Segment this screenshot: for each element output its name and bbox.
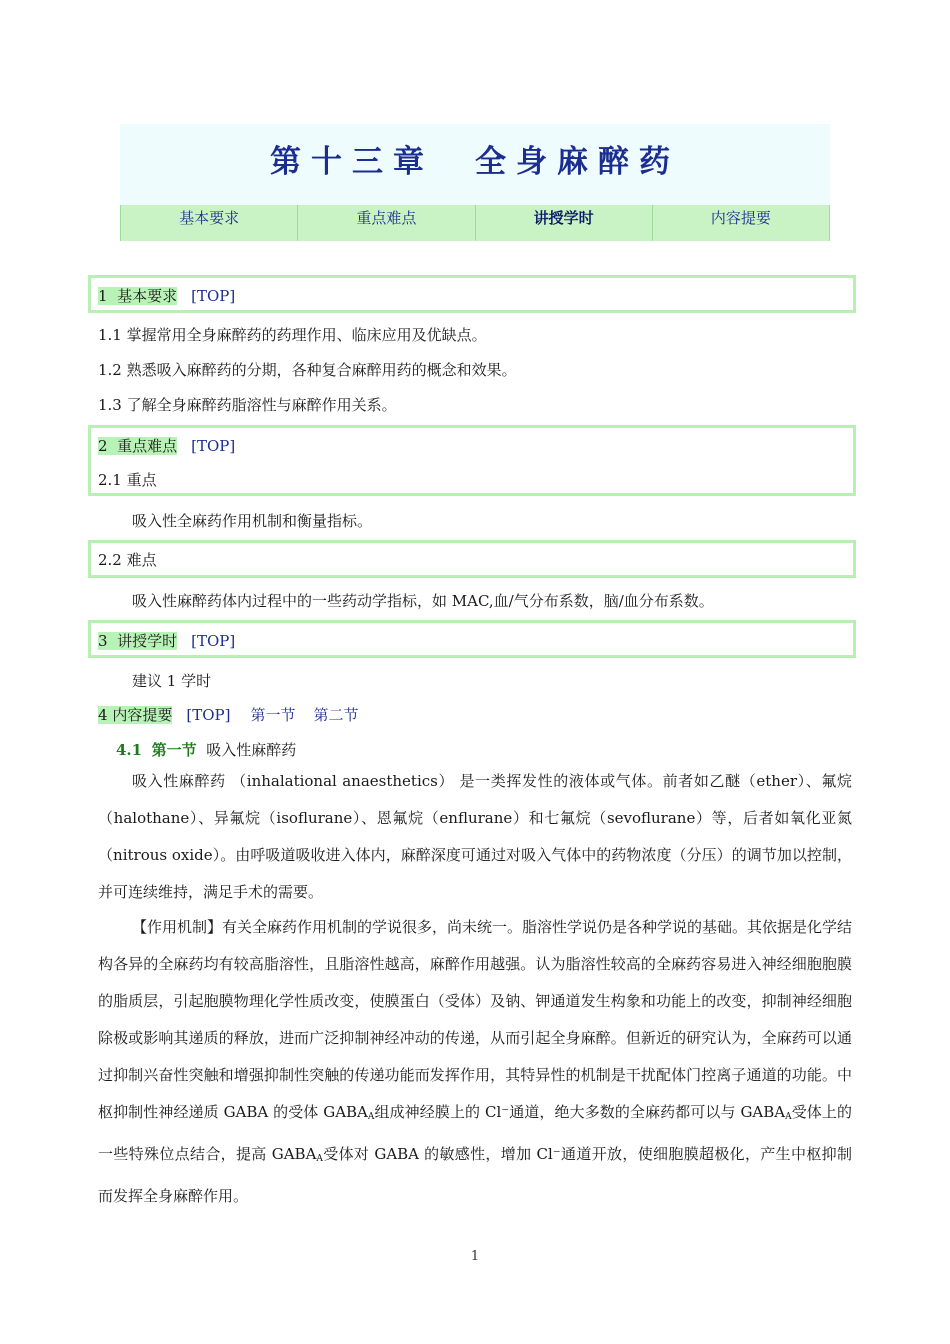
subsection-label: 第一节 bbox=[151, 741, 197, 759]
list-item: 1.1 掌握常用全身麻醉药的药理作用、临床应用及优缺点。 bbox=[98, 326, 487, 344]
paragraph: 建议 1 学时 bbox=[132, 672, 212, 690]
section4-title: 内容提要 bbox=[112, 706, 173, 724]
list-item: 1.3 了解全身麻醉药脂溶性与麻醉作用关系。 bbox=[98, 396, 397, 414]
nav-item-teaching-hours[interactable]: 讲授学时 bbox=[475, 205, 652, 241]
section1-title: 基本要求 bbox=[117, 287, 178, 305]
section3-number: 3 bbox=[98, 632, 108, 650]
title-banner bbox=[120, 124, 830, 241]
nav-item-content-summary[interactable]: 内容提要 bbox=[652, 205, 830, 241]
section4-number: 4 bbox=[98, 706, 108, 724]
subsection-heading bbox=[116, 739, 296, 760]
link-section-2[interactable]: 第二节 bbox=[313, 706, 359, 724]
paragraph-text: 受体上的一些特殊位点结合，提高 GABA bbox=[98, 1103, 852, 1163]
subsection-title: 2.2 难点 bbox=[98, 551, 157, 569]
top-link[interactable]: [TOP] bbox=[191, 287, 236, 305]
paragraph-mechanism bbox=[98, 909, 852, 1215]
paragraph-text: 组成神经膜上的 Cl⁻通道，绝大多数的全麻药都可以与 GABA bbox=[374, 1103, 786, 1121]
section1-number: 1 bbox=[98, 287, 108, 305]
section2-heading bbox=[98, 435, 235, 456]
paragraph-intro: 吸入性麻醉药 （inhalational anaesthetics） 是一类挥发性的液体或气体。前者如乙醚（ether）、氟烷（halothane）、异氟烷（isoflurane）、恩氟烷（enflurane）和七氟烷（sevoflurane）等，后者如氧化亚氮（nitrous oxide）。由呼吸道吸收进入体内，麻醉深度可通过对吸入气体中的药物浓度（分压）的调节加以控制，并可连续维持，满足手术的需要。 bbox=[98, 772, 852, 901]
section2-title: 重点难点 bbox=[117, 437, 178, 455]
top-link[interactable]: [TOP] bbox=[186, 706, 231, 724]
section3-title: 讲授学时 bbox=[117, 632, 178, 650]
list-item: 1.2 熟悉吸入麻醉药的分期，各种复合麻醉用药的概念和效果。 bbox=[98, 361, 517, 379]
section2-number: 2 bbox=[98, 437, 108, 455]
section1-heading bbox=[98, 285, 235, 306]
subsection-title: 2.1 重点 bbox=[98, 471, 157, 489]
page-number: 1 bbox=[470, 1249, 480, 1264]
subsection-title: 吸入性麻醉药 bbox=[206, 741, 297, 759]
section-nav bbox=[120, 205, 830, 241]
paragraph-text: 受体对 GABA 的敏感性，增加 Cl⁻通道开放，使细胞膜超极化，产生中枢抑制而发挥全身麻醉作用。 bbox=[98, 1145, 852, 1205]
subscript: A bbox=[367, 1112, 375, 1122]
top-link[interactable]: [TOP] bbox=[191, 437, 236, 455]
section4-heading bbox=[98, 704, 358, 725]
nav-item-key-points[interactable]: 重点难点 bbox=[297, 205, 474, 241]
paragraph-text: 【作用机制】有关全麻药作用机制的学说很多，尚未统一。脂溶性学说仍是各种学说的基础。其依据是化学结构各异的全麻药均有较高脂溶性，且脂溶性越高，麻醉作用越强。认为脂溶性较高的全麻药容易进入神经细胞胞膜的脂质层，引起胞膜物理化学性质改变，使膜蛋白（受体）及钠、钾通道发生构象和功能上的改变，抑制神经细胞除极或影响其递质的释放，进而广泛抑制神经冲动的传递，从而引起全身麻醉。但新近的研究认为，全麻药可以通过抑制兴奋性突触和增强抑制性突触的传递功能而发挥作用，其特异性的机制是干扰配体门控离子通道的功能。中枢抑制性神经递质 GABA 的受体 GABA bbox=[98, 918, 853, 1121]
top-link[interactable]: [TOP] bbox=[191, 632, 236, 650]
subsection-box bbox=[88, 540, 856, 578]
section3-heading bbox=[98, 630, 235, 651]
chapter-title: 第十三章 全身麻醉药 bbox=[270, 144, 680, 180]
paragraph: 吸入性全麻药作用机制和衡量指标。 bbox=[132, 512, 373, 530]
nav-item-basic-requirements[interactable]: 基本要求 bbox=[120, 205, 297, 241]
subscript: A bbox=[316, 1154, 323, 1164]
link-section-1[interactable]: 第一节 bbox=[250, 706, 296, 724]
paragraph: 吸入性麻醉药体内过程中的一些药动学指标，如 MAC,血/气分布系数，脑/血分布系数。 bbox=[132, 592, 714, 610]
subscript: A bbox=[785, 1112, 792, 1122]
subsection-number: 4.1 bbox=[116, 741, 143, 759]
